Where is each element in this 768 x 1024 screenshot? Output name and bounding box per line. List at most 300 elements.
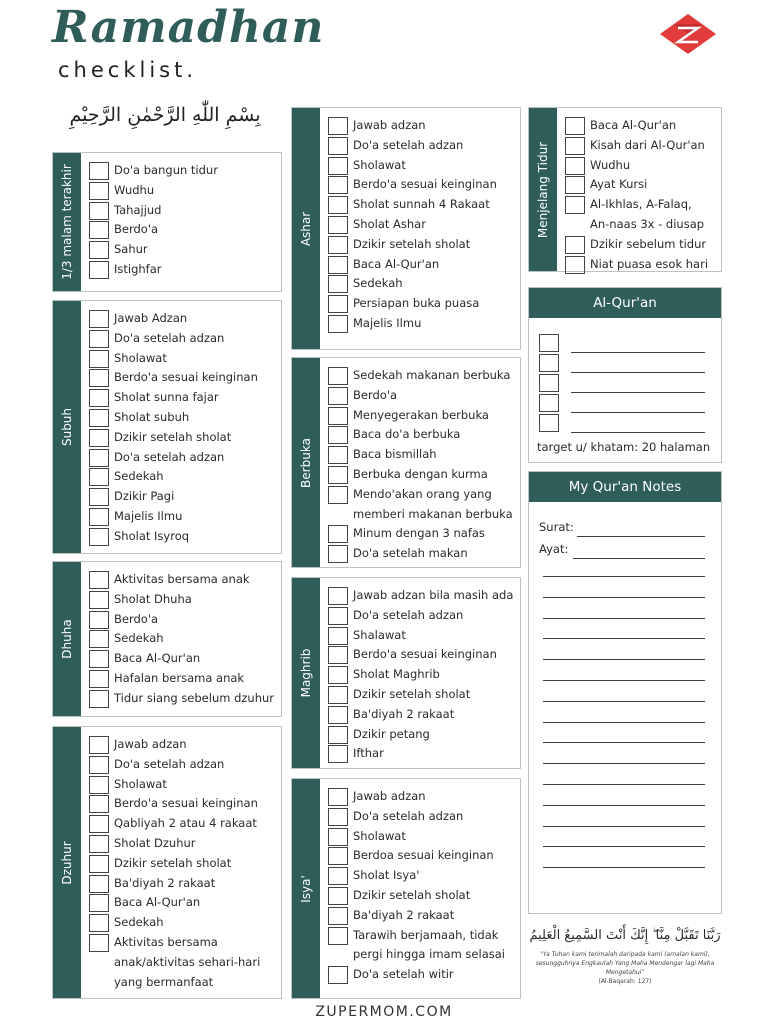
section-label: Menjelang Tidur bbox=[536, 141, 550, 238]
quran-write-line[interactable] bbox=[571, 392, 705, 393]
checkbox[interactable] bbox=[328, 137, 348, 155]
checkbox[interactable] bbox=[89, 409, 109, 427]
checkbox[interactable] bbox=[89, 468, 109, 486]
checklist-item-label: Dzikir setelah sholat bbox=[114, 429, 232, 444]
checklist-item bbox=[328, 886, 516, 906]
quran-target: target u/ khatam: 20 halaman bbox=[537, 440, 711, 454]
checkbox[interactable] bbox=[89, 350, 109, 368]
checklist-item bbox=[565, 175, 717, 195]
checklist-item-label: Sholawat bbox=[114, 776, 167, 791]
checkbox[interactable] bbox=[89, 330, 109, 348]
checklist-item bbox=[328, 156, 516, 176]
checkbox[interactable] bbox=[328, 646, 348, 664]
checklist-item bbox=[89, 349, 277, 369]
checklist-item-label: Sholawat bbox=[353, 828, 406, 843]
checklist-item-label: Berdo'a sesuai keinginan bbox=[353, 647, 497, 662]
doa-reference: (Al-Baqarah: 127) bbox=[598, 978, 652, 985]
checklist-item bbox=[328, 215, 516, 235]
checkbox[interactable] bbox=[328, 607, 348, 625]
checkbox[interactable] bbox=[328, 426, 348, 444]
checklist-item bbox=[328, 524, 516, 544]
checkbox[interactable] bbox=[565, 196, 585, 214]
checklist-item-label: pergi hingga imam selasai bbox=[353, 947, 505, 962]
quran-tracker bbox=[528, 287, 722, 463]
footer-site: ZUPERMOM.COM bbox=[315, 1004, 453, 1020]
section-label: Berbuka bbox=[299, 437, 313, 488]
checklist-item bbox=[89, 448, 277, 468]
checkbox[interactable] bbox=[89, 429, 109, 447]
checkbox[interactable] bbox=[89, 650, 109, 668]
checklist-item bbox=[89, 260, 277, 280]
checklist-item bbox=[89, 329, 277, 349]
checkbox[interactable] bbox=[89, 508, 109, 526]
checkbox[interactable] bbox=[328, 927, 348, 945]
checklist-item bbox=[89, 649, 277, 669]
checkbox[interactable] bbox=[89, 162, 109, 180]
checklist-item-label: Do'a setelah adzan bbox=[353, 607, 464, 622]
checkbox[interactable] bbox=[89, 756, 109, 774]
logo-icon bbox=[658, 12, 718, 56]
checkbox[interactable] bbox=[565, 256, 585, 274]
checklist-item bbox=[328, 544, 516, 564]
checkbox[interactable] bbox=[89, 241, 109, 259]
checklist-item-label: Dzikir sebelum tidur bbox=[590, 236, 707, 251]
checklist-item-label: Kisah dari Al-Qur'an bbox=[590, 137, 705, 152]
checkbox[interactable] bbox=[89, 182, 109, 200]
notes-write-line[interactable] bbox=[543, 742, 705, 743]
checklist-item bbox=[328, 626, 516, 646]
checklist-item-label: Berdo'a sesuai keinginan bbox=[353, 177, 497, 192]
checklist-item bbox=[328, 116, 516, 136]
surat-label: Surat: bbox=[539, 520, 574, 534]
notes-write-line[interactable] bbox=[543, 638, 705, 639]
checklist-item bbox=[89, 814, 277, 834]
checklist-item bbox=[89, 629, 277, 649]
checkbox[interactable] bbox=[89, 815, 109, 833]
checklist-item-label: Ba'diyah 2 rakaat bbox=[114, 875, 216, 890]
quran-heading: Al-Qur'an bbox=[529, 288, 721, 318]
checkbox[interactable] bbox=[89, 795, 109, 813]
checklist-item bbox=[89, 161, 277, 181]
checklist-item bbox=[328, 235, 516, 255]
bismillah: بِسْمِ اللّٰهِ الرَّحْمٰنِ الرَّحِيْمِ bbox=[69, 104, 261, 126]
checklist-item-label: Ifthar bbox=[353, 746, 384, 761]
checkbox[interactable] bbox=[328, 666, 348, 684]
checklist-item-label: Baca Al-Qur'an bbox=[114, 651, 201, 666]
checklist-item bbox=[89, 388, 277, 408]
checklist-item-label: Do'a setelah makan bbox=[353, 546, 468, 561]
checklist-item bbox=[89, 913, 277, 933]
checklist-item-label: Menyegerakan berbuka bbox=[353, 407, 489, 422]
checklist-item-label: memberi makanan berbuka bbox=[353, 506, 513, 521]
notes-write-line[interactable] bbox=[543, 701, 705, 702]
checklist bbox=[89, 161, 277, 280]
checklist-item bbox=[89, 507, 277, 527]
checkbox[interactable] bbox=[89, 221, 109, 239]
section-label-bar bbox=[53, 727, 81, 998]
checklist-item-label: Baca Al-Qur'an bbox=[590, 118, 677, 132]
checkbox[interactable] bbox=[565, 236, 585, 254]
checklist-item-label: Sholat sunna fajar bbox=[114, 390, 219, 405]
quran-notes bbox=[528, 471, 722, 914]
section-dhuha bbox=[52, 561, 282, 717]
checklist-item bbox=[328, 386, 516, 406]
checkbox[interactable] bbox=[89, 528, 109, 546]
checklist-item-label: Sedekah bbox=[114, 631, 164, 646]
checkbox[interactable] bbox=[328, 176, 348, 194]
checklist-item bbox=[89, 834, 277, 854]
checklist-item-label: Sedekah bbox=[114, 469, 164, 484]
checkbox[interactable] bbox=[89, 261, 109, 279]
checklist-item bbox=[89, 240, 277, 260]
checkbox[interactable] bbox=[328, 966, 348, 984]
checklist-item-label: Dzikir Pagi bbox=[114, 489, 175, 504]
checklist-item-label: anak/aktivitas sehari-hari bbox=[114, 954, 261, 969]
checklist-item bbox=[328, 846, 516, 866]
section-berbuka bbox=[291, 357, 521, 568]
checklist-item-label: Sahur bbox=[114, 242, 148, 257]
notes-write-line[interactable] bbox=[543, 846, 705, 847]
checklist-item-label: Berdoa sesuai keinginan bbox=[353, 848, 494, 863]
checkbox[interactable] bbox=[328, 887, 348, 905]
notes-write-line[interactable] bbox=[577, 536, 705, 537]
checkbox[interactable] bbox=[328, 295, 348, 313]
checkbox[interactable] bbox=[328, 196, 348, 214]
checkbox[interactable] bbox=[328, 828, 348, 846]
checkbox[interactable] bbox=[89, 934, 109, 952]
checklist-item bbox=[328, 294, 516, 314]
checklist-item-label: Wudhu bbox=[590, 157, 631, 172]
checkbox[interactable] bbox=[328, 486, 348, 504]
checklist-item-label: Do'a setelah adzan bbox=[114, 449, 225, 464]
checkbox[interactable] bbox=[328, 236, 348, 254]
checklist-item bbox=[328, 645, 516, 665]
checklist-item bbox=[328, 255, 516, 275]
checkbox[interactable] bbox=[328, 745, 348, 763]
checklist-item-label: Berdo'a sesuai keinginan bbox=[114, 796, 258, 811]
doa-translation-text: "Ya Tuhan kami terimalah daripada kami (amalan kami), sesungguhnya Engkaulah Yang Maha Mendengar lagi Maha Mengetahui" bbox=[535, 951, 715, 976]
notes-write-line[interactable] bbox=[543, 867, 705, 868]
notes-write-line[interactable] bbox=[543, 576, 705, 577]
checklist-item-label: Jawab adzan bila masih ada bbox=[353, 588, 514, 602]
checklist-item bbox=[565, 156, 717, 176]
checkbox[interactable] bbox=[89, 369, 109, 387]
checkbox[interactable] bbox=[89, 611, 109, 629]
checklist-item-label: Niat puasa esok hari bbox=[590, 256, 709, 271]
section-ashar bbox=[291, 107, 521, 350]
checklist-item bbox=[328, 406, 516, 426]
checkbox[interactable] bbox=[89, 449, 109, 467]
checklist-item-label: yang bermanfaat bbox=[114, 974, 214, 989]
section-label-bar bbox=[292, 358, 320, 567]
section-label-bar bbox=[53, 562, 81, 716]
checklist-item bbox=[328, 274, 516, 294]
notes-write-line[interactable] bbox=[573, 558, 705, 559]
checkbox[interactable] bbox=[565, 137, 585, 155]
checkbox[interactable] bbox=[328, 726, 348, 744]
checklist-item-label: Dzikir setelah sholat bbox=[114, 855, 232, 870]
section-isya bbox=[291, 778, 521, 999]
checkbox[interactable] bbox=[328, 275, 348, 293]
checklist-item-label: Baca Al-Qur'an bbox=[114, 895, 201, 910]
checklist-item bbox=[89, 854, 277, 874]
checklist-item bbox=[328, 314, 516, 334]
section-label-bar bbox=[292, 578, 320, 768]
checkbox[interactable] bbox=[328, 446, 348, 464]
checklist-item-label: Minum dengan 3 nafas bbox=[353, 526, 485, 541]
checklist-item bbox=[328, 725, 516, 745]
checkbox[interactable] bbox=[89, 571, 109, 589]
checkbox[interactable] bbox=[328, 157, 348, 175]
checklist-item-label: Sedekah bbox=[353, 276, 403, 291]
notes-write-line[interactable] bbox=[543, 826, 705, 827]
checkbox[interactable] bbox=[565, 157, 585, 175]
checklist-item bbox=[89, 368, 277, 388]
checklist-item bbox=[89, 735, 277, 755]
checklist-item bbox=[565, 215, 717, 235]
checklist bbox=[328, 787, 516, 985]
checklist-item bbox=[89, 408, 277, 428]
checkbox[interactable] bbox=[89, 591, 109, 609]
quran-checkbox[interactable] bbox=[539, 354, 559, 372]
checklist-item bbox=[328, 945, 516, 965]
checklist-item bbox=[328, 195, 516, 215]
checklist-item-label: Sholat Dhuha bbox=[114, 591, 192, 606]
section-label: 1/3 malam terakhir bbox=[60, 164, 74, 280]
checkbox[interactable] bbox=[89, 310, 109, 328]
checklist-item-label: Majelis Ilmu bbox=[353, 315, 422, 330]
checklist-item-label: Shalawat bbox=[353, 627, 406, 642]
checklist-item-label: Dzikir setelah sholat bbox=[353, 887, 471, 902]
checklist-item-label: Sholat subuh bbox=[114, 409, 190, 424]
checklist-item-label: An-naas 3x - diusap bbox=[590, 216, 705, 231]
checkbox[interactable] bbox=[89, 835, 109, 853]
checklist-item-label: Al-Ikhlas, A-Falaq, bbox=[590, 197, 692, 212]
checkbox[interactable] bbox=[328, 867, 348, 885]
checklist-item-label: Do'a setelah adzan bbox=[114, 756, 225, 771]
checklist-item-label: Sholat Maghrib bbox=[353, 667, 440, 682]
checklist-item-label: Do'a setelah adzan bbox=[114, 330, 225, 345]
checkbox[interactable] bbox=[328, 587, 348, 605]
checkbox[interactable] bbox=[328, 367, 348, 385]
notes-write-line[interactable] bbox=[543, 763, 705, 764]
section-menjelang-tidur bbox=[528, 107, 722, 272]
checkbox[interactable] bbox=[328, 117, 348, 135]
checklist bbox=[328, 116, 516, 334]
checklist-item-label: Tarawih berjamaah, tidak bbox=[353, 927, 499, 942]
checklist-item bbox=[328, 827, 516, 847]
checkbox[interactable] bbox=[89, 776, 109, 794]
checklist-item-label: Berdo'a bbox=[353, 387, 398, 402]
checklist-item-label: Do'a setelah adzan bbox=[353, 808, 464, 823]
checkbox[interactable] bbox=[328, 627, 348, 645]
quran-checkbox[interactable] bbox=[539, 334, 559, 352]
checkbox[interactable] bbox=[328, 407, 348, 425]
checklist-item-label: Persiapan buka puasa bbox=[353, 296, 480, 311]
checkbox[interactable] bbox=[89, 670, 109, 688]
checklist-item bbox=[89, 487, 277, 507]
notes-heading: My Qur'an Notes bbox=[529, 472, 721, 502]
checklist-item bbox=[565, 116, 717, 136]
checkbox[interactable] bbox=[328, 216, 348, 234]
checklist-item bbox=[89, 953, 277, 973]
checklist-item-label: Jawab adzan bbox=[353, 789, 426, 803]
checkbox[interactable] bbox=[328, 387, 348, 405]
section-maghrib bbox=[291, 577, 521, 769]
checklist-item bbox=[328, 906, 516, 926]
checklist-item-label: Jawab adzan bbox=[353, 118, 426, 132]
checklist bbox=[89, 309, 277, 547]
notes-write-line[interactable] bbox=[543, 618, 705, 619]
checklist-item-label: Istighfar bbox=[114, 261, 162, 276]
checklist bbox=[565, 116, 717, 274]
checkbox[interactable] bbox=[89, 855, 109, 873]
notes-write-line[interactable] bbox=[543, 659, 705, 660]
doa-translation bbox=[528, 950, 722, 986]
checklist-item-label: Ayat Kursi bbox=[590, 177, 648, 192]
checkbox[interactable] bbox=[565, 176, 585, 194]
checkbox[interactable] bbox=[328, 907, 348, 925]
quran-write-line[interactable] bbox=[571, 412, 705, 413]
quran-checkbox[interactable] bbox=[539, 374, 559, 392]
checklist-item-label: Sholat Dzuhur bbox=[114, 835, 196, 850]
checklist-item bbox=[565, 255, 717, 275]
section-label: Maghrib bbox=[299, 648, 313, 698]
checklist-item-label: Sholat sunnah 4 Rakaat bbox=[353, 197, 490, 212]
doa-arabic: رَبَّنَا تَقَبَّلْ مِنَّا ۖ إِنَّكَ أَنْتَ السَّمِيعُ الْعَلِيمُ bbox=[529, 928, 721, 943]
checklist bbox=[89, 570, 277, 709]
notes-write-line[interactable] bbox=[543, 805, 705, 806]
checklist-item-label: Aktivitas bersama anak bbox=[114, 572, 250, 586]
checklist-item-label: Baca Al-Qur'an bbox=[353, 256, 440, 271]
checklist-item-label: Sholat Isyroq bbox=[114, 528, 190, 543]
checklist-item-label: Tahajjud bbox=[114, 202, 162, 217]
checklist-item bbox=[565, 235, 717, 255]
checklist-item-label: Jawab adzan bbox=[114, 737, 187, 751]
checklist-item bbox=[89, 689, 277, 709]
checklist-item bbox=[328, 665, 516, 685]
checklist bbox=[328, 366, 516, 564]
checklist-item bbox=[328, 744, 516, 764]
quran-write-line[interactable] bbox=[571, 372, 705, 373]
checklist-item bbox=[328, 465, 516, 485]
section-malam bbox=[52, 152, 282, 292]
notes-write-line[interactable] bbox=[543, 722, 705, 723]
checklist-item bbox=[565, 195, 717, 215]
checklist-item bbox=[328, 685, 516, 705]
checkbox[interactable] bbox=[89, 914, 109, 932]
section-subuh bbox=[52, 300, 282, 554]
checklist-item bbox=[89, 874, 277, 894]
checklist-item bbox=[89, 590, 277, 610]
checklist-item bbox=[89, 220, 277, 240]
checklist-item-label: Dzikir setelah sholat bbox=[353, 686, 471, 701]
checkbox[interactable] bbox=[89, 894, 109, 912]
checkbox[interactable] bbox=[328, 788, 348, 806]
checklist-item-label: Sholawat bbox=[353, 157, 406, 172]
quran-write-line[interactable] bbox=[571, 432, 705, 433]
section-label: Dzuhur bbox=[60, 840, 74, 885]
checklist-item bbox=[328, 445, 516, 465]
checklist-item bbox=[89, 610, 277, 630]
checklist-item bbox=[328, 705, 516, 725]
checklist-item bbox=[328, 505, 516, 525]
checklist-item bbox=[328, 926, 516, 946]
checkbox[interactable] bbox=[89, 875, 109, 893]
page-subtitle: checklist. bbox=[58, 58, 198, 82]
section-label-bar bbox=[292, 779, 320, 998]
checklist-item bbox=[89, 467, 277, 487]
checkbox[interactable] bbox=[89, 488, 109, 506]
section-label: Isya' bbox=[299, 874, 313, 903]
checkbox[interactable] bbox=[89, 389, 109, 407]
checklist-item bbox=[328, 366, 516, 386]
checkbox[interactable] bbox=[328, 466, 348, 484]
checkbox[interactable] bbox=[89, 630, 109, 648]
checkbox[interactable] bbox=[328, 686, 348, 704]
checklist-item-label: Sholat Isya' bbox=[353, 868, 420, 883]
section-dzuhur bbox=[52, 726, 282, 999]
checklist-item bbox=[89, 755, 277, 775]
checklist-item bbox=[89, 527, 277, 547]
checklist-item bbox=[89, 428, 277, 448]
checklist bbox=[89, 735, 277, 992]
checkbox[interactable] bbox=[89, 736, 109, 754]
checklist-item bbox=[89, 893, 277, 913]
checklist-item bbox=[328, 485, 516, 505]
quran-checkbox[interactable] bbox=[539, 394, 559, 412]
checkbox[interactable] bbox=[328, 525, 348, 543]
checkbox[interactable] bbox=[565, 117, 585, 135]
checklist-item-label: Wudhu bbox=[114, 182, 155, 197]
checklist-item-label: Qabliyah 2 atau 4 rakaat bbox=[114, 816, 257, 831]
ayat-label: Ayat: bbox=[539, 542, 569, 556]
checklist-item-label: Berdo'a bbox=[114, 222, 159, 237]
checklist-item-label: Ba'diyah 2 rakaat bbox=[353, 907, 455, 922]
checklist-item bbox=[328, 965, 516, 985]
quran-checkbox[interactable] bbox=[539, 414, 559, 432]
checkbox[interactable] bbox=[328, 256, 348, 274]
checklist-item bbox=[89, 309, 277, 329]
checklist-item bbox=[89, 973, 277, 993]
checklist-item-label: Aktivitas bersama bbox=[114, 934, 218, 949]
checklist-item-label: Mendo'akan orang yang bbox=[353, 486, 492, 501]
checklist-item bbox=[565, 136, 717, 156]
checkbox[interactable] bbox=[328, 808, 348, 826]
notes-write-line[interactable] bbox=[543, 597, 705, 598]
checkbox[interactable] bbox=[89, 202, 109, 220]
checklist-item-label: Majelis Ilmu bbox=[114, 508, 183, 523]
checklist-item-label: Berdo'a sesuai keinginan bbox=[114, 370, 258, 385]
checklist-item bbox=[328, 425, 516, 445]
checklist-item-label: Do'a setelah witir bbox=[353, 967, 454, 982]
checkbox[interactable] bbox=[89, 690, 109, 708]
checklist-item-label: Tidur siang sebelum dzuhur bbox=[114, 690, 275, 705]
checklist-item-label: Hafalan bersama anak bbox=[114, 670, 245, 685]
checklist-item-label: Sedekah makanan berbuka bbox=[353, 368, 511, 382]
checkbox[interactable] bbox=[328, 315, 348, 333]
checklist-item-label: Sholat Ashar bbox=[353, 216, 426, 231]
notes-write-line[interactable] bbox=[543, 680, 705, 681]
section-label-bar bbox=[292, 108, 320, 349]
notes-write-line[interactable] bbox=[543, 784, 705, 785]
checklist-item bbox=[89, 201, 277, 221]
checklist-item bbox=[328, 787, 516, 807]
checkbox[interactable] bbox=[328, 706, 348, 724]
quran-write-line[interactable] bbox=[571, 352, 705, 353]
checkbox[interactable] bbox=[328, 847, 348, 865]
checkbox[interactable] bbox=[328, 545, 348, 563]
